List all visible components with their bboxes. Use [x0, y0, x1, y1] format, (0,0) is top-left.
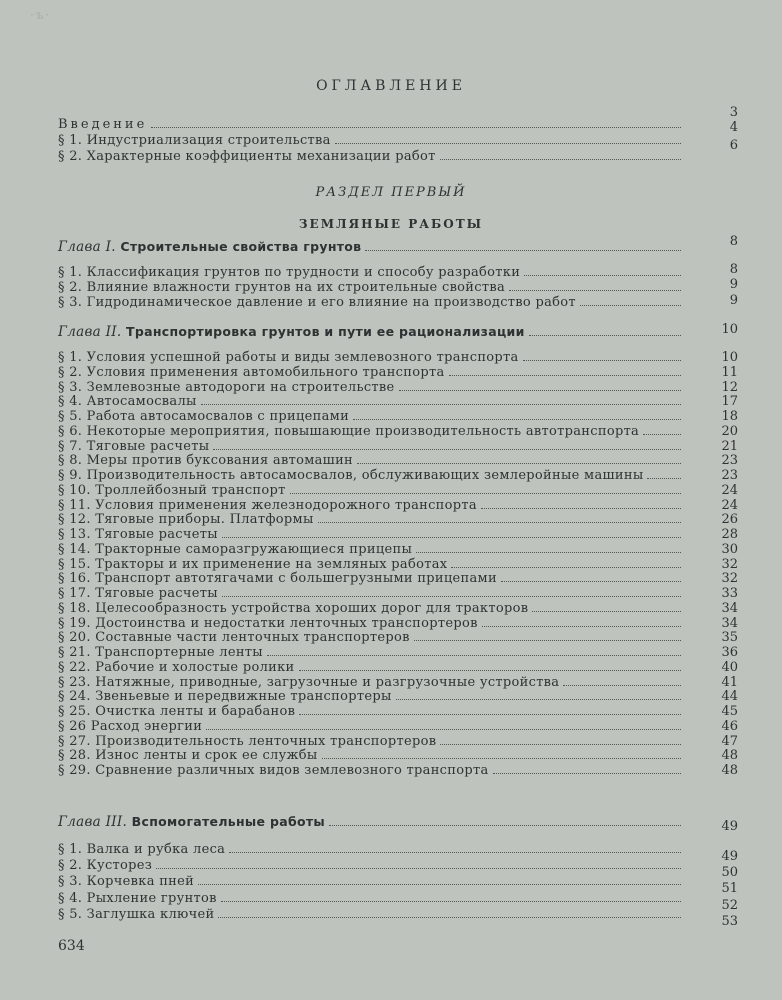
- entry-title: § 1. Условия успешной работы и виды землевозного транспорта: [58, 350, 519, 365]
- chapter-title: [58, 240, 361, 254]
- dot-leader: [213, 448, 681, 450]
- toc-entry: [58, 631, 683, 645]
- entry-title: § 28. Износ ленты и срок ее службы: [58, 748, 318, 764]
- toc-entry: [58, 425, 683, 439]
- dot-leader: [414, 639, 681, 641]
- entry-title: § 5. Заглушка ключей: [58, 906, 215, 922]
- entry-title: § 23. Натяжные, приводные, загрузочные и разгрузочные устройства: [58, 674, 560, 690]
- dot-leader: [416, 551, 681, 553]
- entry-page-number: 32: [721, 556, 738, 572]
- entry-title: § 20. Составные части ленточных транспортеров: [58, 630, 410, 646]
- entry-title: § 21. Транспортерные ленты: [58, 645, 263, 660]
- dot-leader: [353, 418, 681, 420]
- entry-title: § 16. Транспорт автотягачами с большегрузными прицепами: [58, 571, 497, 587]
- dot-leader: [396, 698, 681, 700]
- part-subtitle: ЗЕМЛЯНЫЕ РАБОТЫ: [298, 217, 484, 231]
- toc-entry: [58, 266, 683, 280]
- dot-leader: [509, 289, 681, 291]
- entry-page-number: 12: [721, 379, 738, 395]
- dot-leader: [523, 359, 681, 361]
- chapter-label: Глава I.: [58, 239, 116, 255]
- entry-page-number: 33: [721, 586, 738, 601]
- dot-leader: [299, 669, 681, 671]
- entry-title: § 1. Валка и рубка леса: [58, 842, 226, 857]
- toc-entry: [58, 908, 683, 922]
- dot-leader: [222, 595, 681, 597]
- chapter-name: Строительные свойства грунтов: [120, 239, 362, 254]
- chapter-name: Вспомогательные работы: [131, 814, 326, 829]
- part-title: РАЗДЕЛ ПЕРВЫЙ: [315, 185, 467, 200]
- entry-page-number: 48: [721, 763, 738, 778]
- toc-entry: [58, 875, 683, 889]
- entry-page-number: 11: [721, 364, 738, 380]
- entry-page-number: 47: [721, 733, 738, 749]
- toc-entry: [58, 735, 683, 749]
- toc-entry: [58, 859, 683, 873]
- dot-leader: [299, 713, 681, 715]
- entry-page-number: 10: [721, 350, 738, 365]
- toc-entry: [58, 484, 683, 498]
- entry-page-number: 23: [721, 468, 738, 483]
- dot-leader: [501, 580, 681, 582]
- dot-leader: [449, 374, 681, 376]
- dot-leader: [440, 743, 681, 745]
- chapter-label: Глава III.: [58, 814, 128, 830]
- entry-page-number: 40: [721, 659, 738, 675]
- dot-leader: [399, 389, 681, 391]
- entry-title: § 14. Тракторные саморазгружающиеся прицепы: [58, 541, 413, 557]
- toc-entry: [58, 661, 683, 675]
- entry-title: § 5. Работа автосамосвалов с прицепами: [58, 409, 350, 424]
- toc-entry: [58, 646, 683, 660]
- entry-title: § 1. Классификация грунтов по трудности и способу разработки: [58, 265, 521, 280]
- dot-leader: [198, 883, 681, 885]
- entry-title: § 27. Производительность ленточных транспортеров: [58, 733, 437, 749]
- entry-page-number: 4: [729, 120, 738, 135]
- dot-leader: [563, 684, 681, 686]
- toc-entry: [58, 720, 683, 734]
- entry-page-number: 46: [721, 718, 738, 734]
- dot-leader: [156, 867, 681, 869]
- toc-entry: [58, 410, 683, 424]
- toc-entry: [58, 381, 683, 395]
- entry-title: § 19. Достоинства и недостатки ленточных транспортеров: [58, 615, 478, 631]
- entry-title: § 10. Троллейбозный транспорт: [58, 482, 286, 498]
- entry-title: § 2. Характерные коэффициенты механизации работ: [58, 149, 436, 164]
- entry-title: § 1. Индустриализация строительства: [58, 133, 331, 148]
- entry-page-number: 30: [721, 541, 738, 557]
- entry-page-number: 51: [721, 881, 738, 897]
- entry-page-number: 3: [729, 105, 738, 120]
- toc-entry: [58, 676, 683, 690]
- entry-title: § 3. Гидродинамическое давление и его влияние на производство работ: [58, 295, 576, 310]
- toc-entry: [58, 351, 683, 365]
- dot-leader: [524, 274, 681, 276]
- dot-leader: [440, 158, 681, 160]
- toc-entry: [58, 690, 683, 704]
- dot-leader: [151, 126, 681, 128]
- dot-leader: [218, 916, 681, 918]
- toc-entry: [58, 572, 683, 586]
- dot-leader: [318, 521, 681, 523]
- toc-entry: [58, 764, 683, 778]
- toc-entry: [58, 513, 683, 527]
- dot-leader: [229, 851, 681, 853]
- entry-page-number: 32: [721, 571, 738, 587]
- toc-entry: [58, 440, 683, 454]
- chapter-page-number: 10: [721, 322, 738, 337]
- entry-page-number: 52: [721, 897, 738, 913]
- dot-leader: [222, 536, 681, 538]
- toc-entry: [58, 617, 683, 631]
- entry-title: § 25. Очистка ленты и барабанов: [58, 704, 296, 719]
- entry-title: § 11. Условия применения железнодорожного транспорта: [58, 497, 477, 513]
- toc-entry: [58, 843, 683, 857]
- entry-page-number: 20: [721, 423, 738, 439]
- chapter-title: [58, 815, 325, 829]
- page-number: 634: [58, 938, 85, 954]
- entry-title: Введение: [58, 117, 148, 132]
- toc-entry: [58, 118, 683, 132]
- entry-page-number: 24: [721, 497, 738, 513]
- chapter-title: [58, 325, 525, 339]
- entry-page-number: 41: [721, 674, 738, 690]
- chapter-name: Транспортировка грунтов и пути ее рационализации: [126, 324, 525, 339]
- entry-page-number: 36: [721, 645, 738, 660]
- dot-leader: [329, 824, 681, 826]
- chapter-page-number: 49: [721, 819, 738, 834]
- entry-page-number: 26: [721, 512, 738, 528]
- entry-title: § 4. Автосамосвалы: [58, 394, 197, 410]
- toc-entry: [58, 366, 683, 380]
- entry-page-number: 34: [721, 615, 738, 631]
- entry-title: § 26 Расход энергии: [58, 718, 203, 734]
- toc-entry: [58, 281, 683, 295]
- entry-page-number: 21: [721, 438, 738, 454]
- entry-page-number: 45: [721, 704, 738, 719]
- entry-page-number: 35: [721, 630, 738, 646]
- dot-leader: [451, 566, 681, 568]
- entry-title: § 29. Сравнение различных видов землевозного транспорта: [58, 763, 489, 778]
- toc-entry: [58, 134, 683, 148]
- dot-leader: [580, 304, 681, 306]
- toc-entry: [58, 602, 683, 616]
- entry-title: § 2. Кусторез: [58, 858, 153, 874]
- chapter-label: Глава II.: [58, 324, 122, 340]
- toc-entry: [58, 296, 683, 310]
- dot-leader: [201, 403, 681, 405]
- entry-title: § 18. Целесообразность устройства хороших дорог для тракторов: [58, 600, 529, 616]
- chapter-page-number: 8: [729, 234, 738, 249]
- entry-title: § 3. Землевозные автодороги на строительстве: [58, 379, 395, 395]
- toc-entry: [58, 558, 683, 572]
- entry-page-number: 17: [721, 394, 738, 410]
- entry-page-number: 48: [721, 748, 738, 764]
- entry-title: § 12. Тяговые приборы. Платформы: [58, 512, 314, 528]
- entry-page-number: 23: [721, 453, 738, 469]
- dot-leader: [647, 477, 681, 479]
- entry-page-number: 6: [729, 138, 738, 153]
- entry-page-number: 44: [721, 689, 738, 705]
- entry-page-number: 9: [729, 277, 738, 292]
- entry-title: § 15. Тракторы и их применение на земляных работах: [58, 556, 448, 572]
- entry-title: § 24. Звеньевые и передвижные транспортеры: [58, 689, 392, 705]
- dot-leader: [365, 249, 681, 251]
- entry-page-number: 53: [721, 913, 738, 929]
- dot-leader: [529, 334, 681, 336]
- entry-page-number: 34: [721, 600, 738, 616]
- chapter-heading: [58, 815, 683, 829]
- dot-leader: [322, 757, 681, 759]
- toc-entry: [58, 150, 683, 164]
- dot-leader: [643, 433, 681, 435]
- chapter-heading: [58, 325, 683, 339]
- dot-leader: [532, 610, 681, 612]
- dot-leader: [357, 462, 681, 464]
- toc-entry: [58, 454, 683, 468]
- entry-title: § 4. Рыхление грунтов: [58, 890, 217, 906]
- dot-leader: [335, 142, 681, 144]
- entry-title: § 9. Производительность автосамосвалов, обслуживающих землеройные машины: [58, 468, 644, 483]
- entry-page-number: 18: [721, 409, 738, 424]
- toc-entry: [58, 499, 683, 513]
- entry-title: § 7. Тяговые расчеты: [58, 438, 210, 454]
- entry-page-number: 50: [721, 865, 738, 881]
- entry-title: § 6. Некоторые мероприятия, повышающие производительность автотранспорта: [58, 423, 640, 439]
- entry-title: § 2. Условия применения автомобильного транспорта: [58, 364, 445, 380]
- toc-entry: [58, 705, 683, 719]
- dot-leader: [493, 772, 681, 774]
- dot-leader: [267, 654, 681, 656]
- entry-title: § 17. Тяговые расчеты: [58, 586, 218, 601]
- entry-page-number: 9: [729, 293, 738, 308]
- dot-leader: [221, 900, 681, 902]
- toc-entry: [58, 587, 683, 601]
- entry-title: § 3. Корчевка пней: [58, 874, 195, 890]
- entry-page-number: 49: [721, 849, 738, 864]
- dot-leader: [290, 492, 681, 494]
- toc-entry: [58, 469, 683, 483]
- page-title: ОГЛАВЛЕНИЕ: [316, 78, 466, 94]
- entry-title: § 2. Влияние влажности грунтов на их строительные свойства: [58, 280, 506, 295]
- entry-title: § 13. Тяговые расчеты: [58, 527, 218, 542]
- dot-leader: [482, 625, 681, 627]
- entry-page-number: 8: [729, 262, 738, 277]
- entry-page-number: 24: [721, 482, 738, 498]
- entry-page-number: 28: [721, 527, 738, 542]
- toc-entry: [58, 528, 683, 542]
- entry-title: § 22. Рабочие и холостые ролики: [58, 659, 295, 675]
- corner-mark: ·ъ·: [30, 8, 52, 22]
- chapter-heading: [58, 240, 683, 254]
- toc-entry: [58, 395, 683, 409]
- toc-entry: [58, 892, 683, 906]
- dot-leader: [206, 728, 681, 730]
- toc-entry: [58, 749, 683, 763]
- toc-entry: [58, 543, 683, 557]
- entry-title: § 8. Меры против буксования автомашин: [58, 453, 353, 469]
- dot-leader: [481, 507, 681, 509]
